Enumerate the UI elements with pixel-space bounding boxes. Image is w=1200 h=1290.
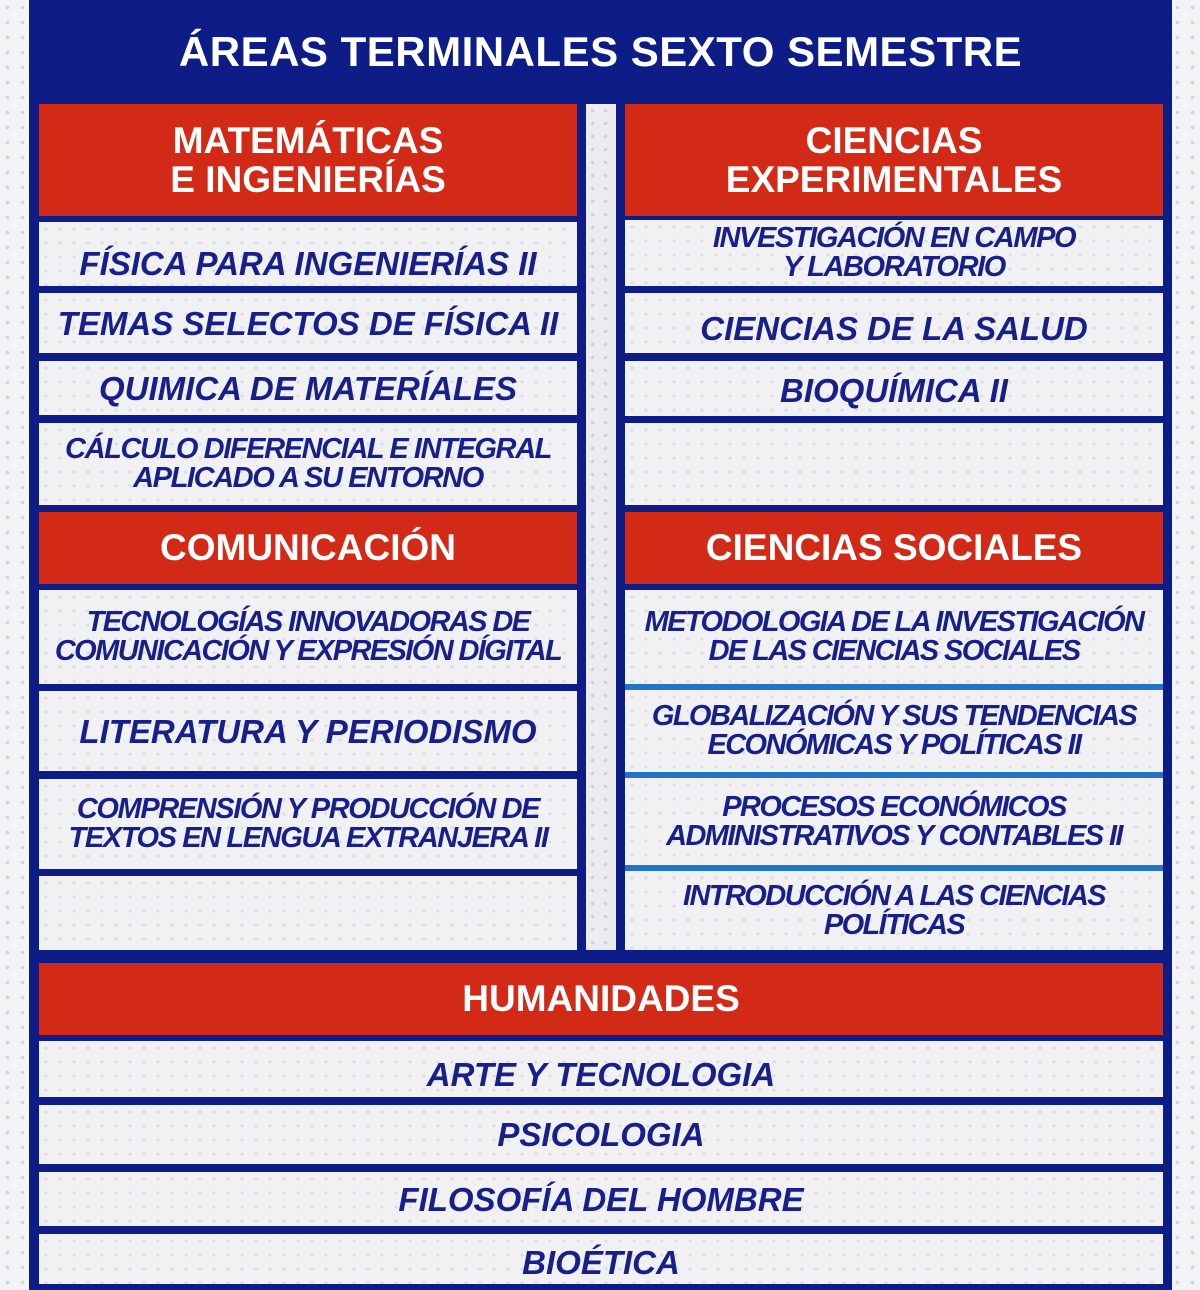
page-title: ÁREAS TERMINALES SEXTO SEMESTRE	[178, 28, 1023, 75]
header-humanidades: HUMANIDADES	[39, 963, 1163, 1035]
item-calculo-diferencial: CÁLCULO DIFERENCIAL E INTEGRAL APLICADO A SU ENTORNO	[39, 423, 577, 505]
header-ciencias-experimentales: CIENCIAS EXPERIMENTALES	[625, 104, 1163, 216]
item-introduccion-ciencias-politicas: INTRODUCCIÓN A LAS CIENCIAS POLÍTICAS	[625, 871, 1163, 950]
item-quimica-materiales: QUIMICA DE MATERÍALES	[39, 361, 577, 415]
item-globalizacion-tendencias: GLOBALIZACIÓN Y SUS TENDENCIAS ECONÓMICAS Y POLÍTICAS II	[625, 690, 1163, 772]
header-ciencias-sociales: CIENCIAS SOCIALES	[625, 512, 1163, 584]
empty-cell-left	[39, 876, 577, 950]
item-fisica-ingenierias: FÍSICA PARA INGENIERÍAS II	[39, 222, 577, 286]
header-matematicas-ingenierias: MATEMÁTICAS E INGENIERÍAS	[39, 104, 577, 216]
item-metodologia-investigacion: METODOLOGIA DE LA INVESTIGACIÓN DE LAS CIENCIAS SOCIALES	[625, 590, 1163, 684]
item-bioetica: BIOÉTICA	[39, 1234, 1163, 1284]
header-comunicacion: COMUNICACIÓN	[39, 512, 577, 584]
item-comprension-produccion: COMPRENSIÓN Y PRODUCCIÓN DE TEXTOS EN LENGUA EXTRANJERA II	[39, 779, 577, 869]
item-tecnologias-innovadoras: TECNOLOGÍAS INNOVADORAS DE COMUNICACIÓN Y EXPRESIÓN DÍGITAL	[39, 590, 577, 684]
item-investigacion-campo: INVESTIGACIÓN EN CAMPO Y LABORATORIO	[625, 220, 1163, 286]
item-filosofia-hombre: FILOSOFÍA DEL HOMBRE	[39, 1172, 1163, 1226]
item-ciencias-salud: CIENCIAS DE LA SALUD	[625, 293, 1163, 353]
empty-cell-right	[625, 423, 1163, 505]
item-temas-selectos-fisica: TEMAS SELECTOS DE FÍSICA II	[39, 293, 577, 353]
item-bioquimica: BIOQUÍMICA II	[625, 361, 1163, 416]
item-psicologia: PSICOLOGIA	[39, 1105, 1163, 1164]
column-divider	[586, 104, 616, 950]
item-arte-tecnologia: ARTE Y TECNOLOGIA	[39, 1041, 1163, 1097]
item-procesos-economicos: PROCESOS ECONÓMICOS ADMINISTRATIVOS Y CONTABLES II	[625, 778, 1163, 865]
item-literatura-periodismo: LITERATURA Y PERIODISMO	[39, 691, 577, 771]
